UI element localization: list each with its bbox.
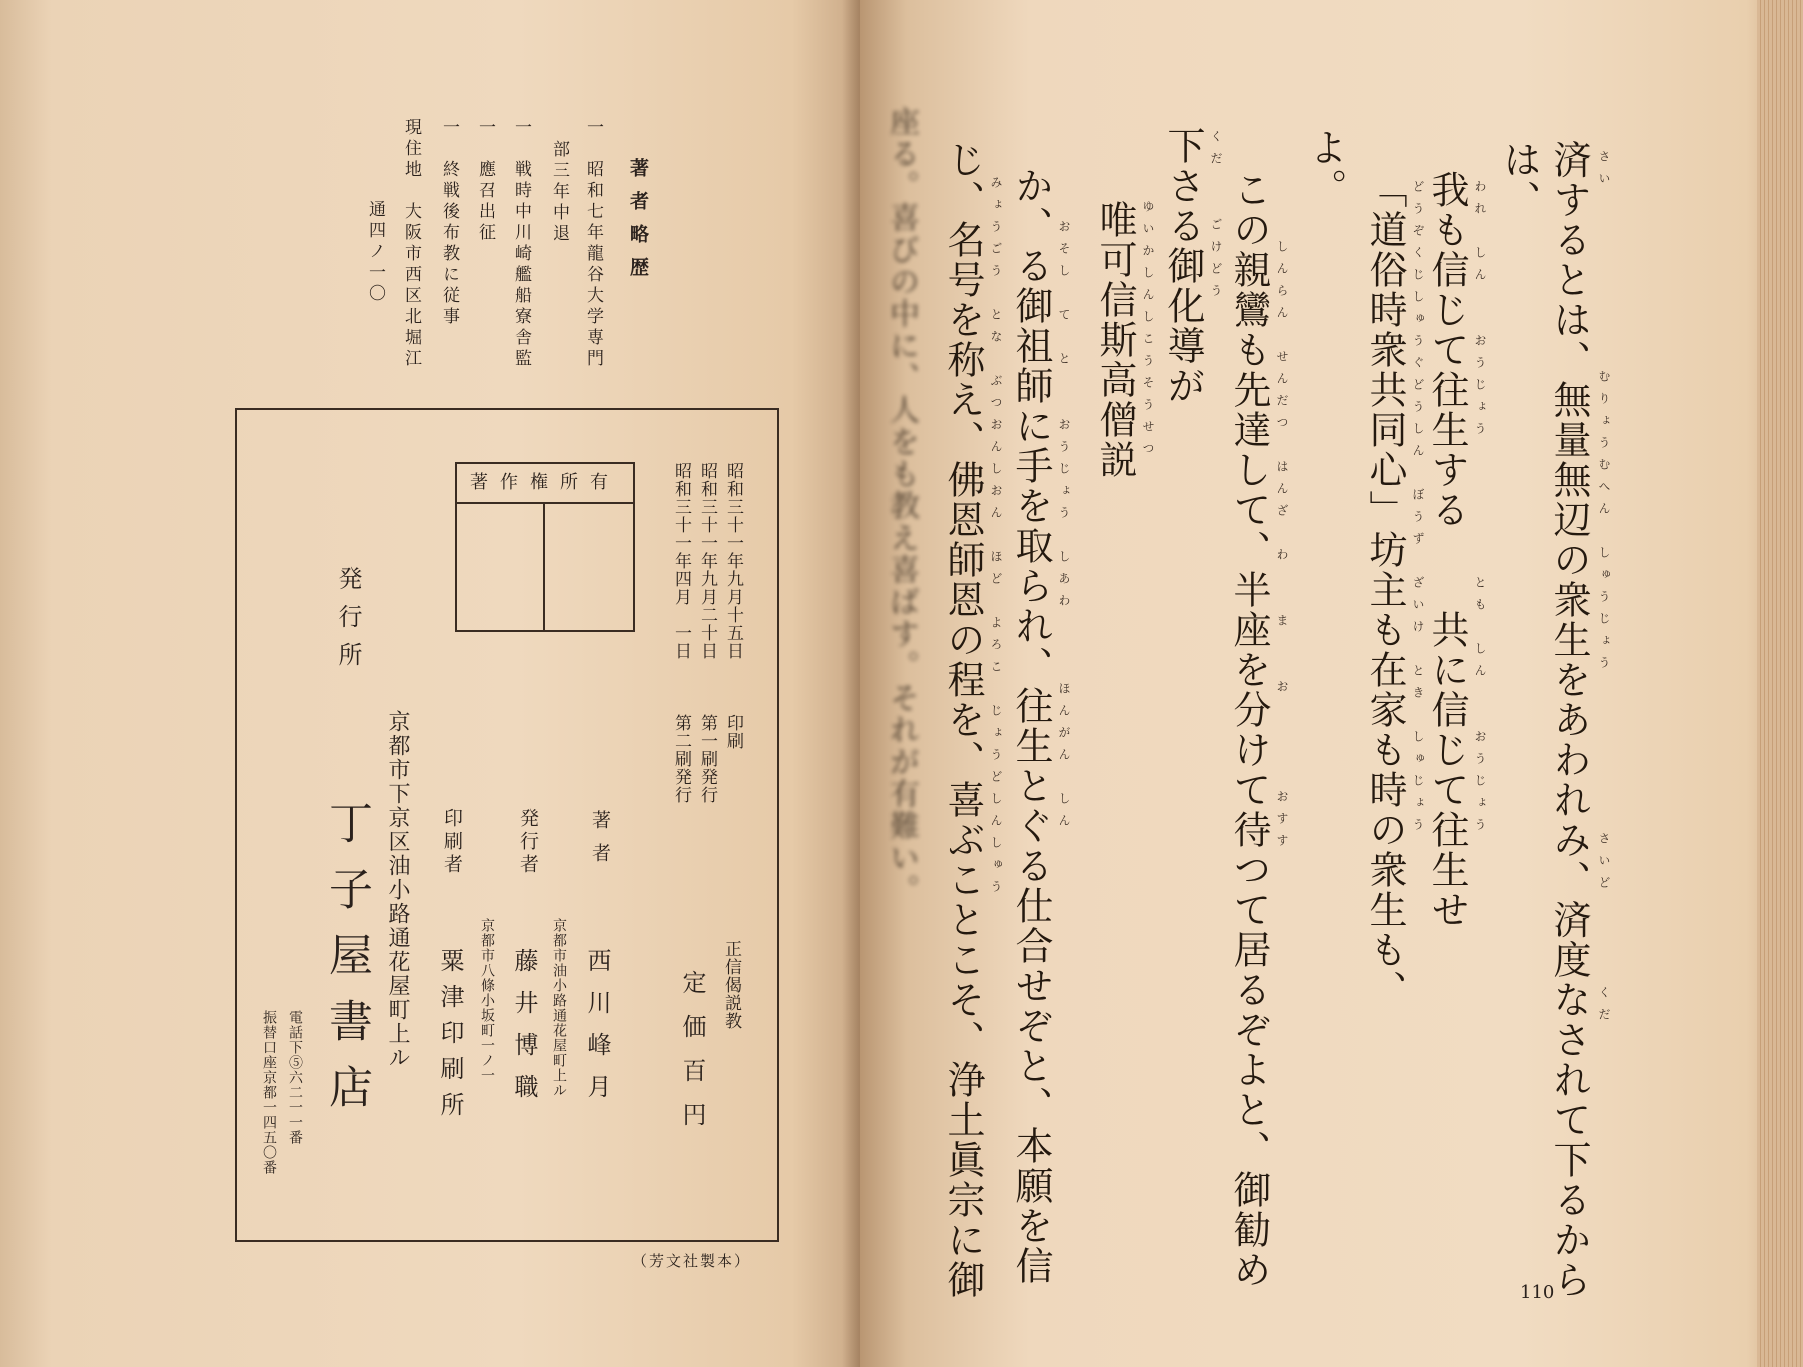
bio-title: 著者略歴 — [627, 158, 649, 290]
text-line: 我も信じて往生する 共に信じて往生せ — [1425, 170, 1469, 930]
phone: 電話下⑤六二一一番 — [287, 1010, 303, 1145]
print-line: 印刷 — [723, 714, 743, 750]
issuer-label: 発行所 — [334, 566, 362, 680]
transfer-account: 振替口座京都一四五〇番 — [261, 1010, 277, 1175]
price: 定価百円 — [678, 970, 706, 1146]
text-line: よ。 — [1303, 128, 1347, 208]
furigana: ゆいかしんしこうそうせつ — [1141, 200, 1155, 464]
date-line: 昭和三十一年四月 一日 — [671, 462, 691, 660]
text-line-blurred: 座る。喜びの中に、人をも教え喜ばす。それが有難い。 — [884, 106, 919, 906]
printer-label: 印刷者 — [441, 808, 463, 877]
furigana: おそし て と おうじょう しあわ ほんがん しん — [1057, 176, 1071, 836]
bio-item: 通四ノ一〇 — [365, 200, 385, 305]
copyright-stamp-box — [455, 462, 635, 632]
text-line: 唯可信斯高僧説 — [1093, 200, 1137, 480]
furigana: どうぞくじしゅうぐどうしん ぼうず ざいけ とき しゅじょう — [1411, 180, 1425, 840]
date-line: 昭和三十一年九月十五日 — [723, 462, 743, 660]
printer-address: 京都市八條小坂町一ノ一 — [479, 918, 495, 1083]
furigana: しんらん せんだつ はんざ わ ま お おすす — [1275, 240, 1289, 856]
furigana: われ しん おうじょう とも しん おうじょう — [1473, 180, 1487, 840]
bio-item: 一 戦時中川崎艦船寮舎監 — [511, 118, 531, 370]
stamp-title: 著作権所有 — [457, 464, 633, 504]
stamp-divider — [543, 504, 545, 630]
bio-item: 現住地 大阪市西区北堀江 — [401, 118, 421, 370]
text-line: この親鸞も先達して、半座を分けて待つて居るぞよと、御勧め — [1227, 170, 1271, 1290]
text-line: 「道俗時衆共同心」坊主も在家も時の衆生も、 — [1363, 170, 1407, 1010]
text-line: か、る御祖師に手を取られ、往生とぐる仕合せぞと、本願を信 — [1009, 166, 1053, 1286]
publisher-name: 藤井博職 — [510, 948, 538, 1116]
date-line: 昭和三十一年九月二十日 — [697, 462, 717, 660]
bio-item: 部三年中退 — [549, 140, 569, 245]
text-line: は、 — [1497, 140, 1541, 220]
author-label: 著者 — [589, 810, 611, 876]
publisher-address: 京都市油小路通花屋町上ル — [551, 918, 567, 1098]
furigana: くだ ごけどう — [1209, 130, 1223, 306]
page-number: 110 — [1520, 1282, 1555, 1303]
issuer-address: 京都市下京区油小路通花屋町上ル — [385, 710, 410, 1070]
bio-item: 一 應召出征 — [475, 118, 495, 244]
print-line: 第一刷発行 — [697, 714, 717, 804]
bio-item: 一 昭和七年龍谷大学専門 — [583, 118, 603, 370]
author-name: 西川峰月 — [583, 948, 611, 1116]
bio-item: 一 終戦後布教に従事 — [439, 118, 459, 328]
left-page — [0, 0, 860, 1367]
furigana: みょうごう とな ぶつおんしおん ほど よろこ じょうどしんしゅう — [989, 176, 1003, 902]
page-edges — [1757, 0, 1803, 1367]
issuer-name: 丁子屋書店 — [321, 800, 372, 1130]
binder-credit: （芳文社製本） — [632, 1252, 752, 1270]
right-page — [860, 0, 1803, 1367]
text-line: じ、名号を称え、佛恩師恩の程を、喜ぶことこそ、浄土眞宗に御 — [941, 140, 985, 1300]
text-line: 下さる御化導が — [1161, 126, 1205, 406]
furigana: さい むりょうむへん しゅうじょう さいど くだ — [1597, 150, 1611, 1030]
text-line: 済するとは、無量無辺の衆生をあわれみ、済度なされて下るから — [1547, 140, 1591, 1300]
book-title: 正信偈説教 — [721, 940, 741, 1030]
printer-name: 粟津印刷所 — [436, 948, 464, 1128]
publisher-label: 発行者 — [517, 808, 539, 877]
print-line: 第二刷発行 — [671, 714, 691, 804]
